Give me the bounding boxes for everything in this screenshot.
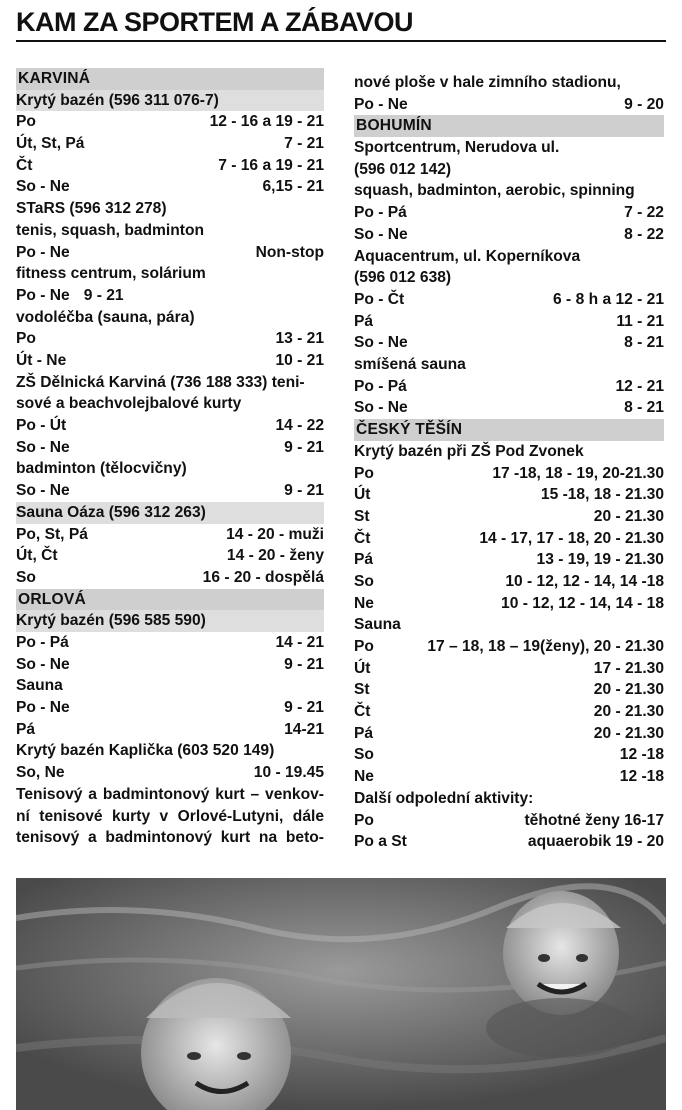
schedule-days: Út <box>354 486 371 504</box>
info-text: nové ploše v hale zimního stadionu, <box>354 74 621 91</box>
schedule-row <box>16 654 324 676</box>
section-heading: ČESKÝ TĚŠÍN <box>354 419 664 441</box>
venue-name: fitness centrum, solárium <box>16 265 206 283</box>
photo-image <box>16 878 666 1110</box>
schedule-hours: 9 - 21 <box>284 482 324 500</box>
schedule-days: So - Ne <box>16 655 70 673</box>
schedule-hours: Non-stop <box>255 243 324 261</box>
info-text: smíšená sauna <box>354 356 466 374</box>
schedule-row <box>16 155 324 177</box>
schedule-row <box>354 202 664 224</box>
schedule-days: So - Ne <box>354 225 408 243</box>
schedule-days: So - Ne <box>16 178 70 196</box>
schedule-row <box>16 242 324 264</box>
schedule-row <box>354 831 664 853</box>
schedule-days: Po <box>16 113 36 131</box>
schedule-days: Út <box>354 659 371 677</box>
section-heading: ORLOVÁ <box>16 589 324 611</box>
schedule-hours: 10 - 19.45 <box>253 764 324 782</box>
schedule-row <box>354 311 664 333</box>
schedule-days: Po <box>354 464 374 482</box>
schedule-hours: 20 - 21.30 <box>593 703 664 721</box>
info-text: Krytý bazén při ZŠ Pod Zvonek <box>354 442 584 460</box>
left-column <box>16 68 324 849</box>
schedule-row <box>354 679 664 701</box>
paragraph-line: tenisový a badmintonový kurt na beto- <box>16 829 324 847</box>
schedule-hours: 9 - 21 <box>284 438 324 456</box>
schedule-days: St <box>354 681 370 699</box>
schedule-row <box>16 328 324 350</box>
schedule-row <box>16 545 324 567</box>
info-text: Sauna <box>354 616 401 634</box>
schedule-hours: 17 -18, 18 - 19, 20-21.30 <box>492 464 664 482</box>
schedule-days: Pá <box>354 312 374 330</box>
schedule-hours: 11 - 21 <box>616 312 664 330</box>
schedule-days: So, Ne <box>16 764 65 782</box>
schedule-days: Po <box>354 811 374 829</box>
schedule-hours: 12 - 16 a 19 - 21 <box>209 113 324 131</box>
schedule-row <box>16 133 324 155</box>
schedule-hours: 20 - 21.30 <box>593 681 664 699</box>
schedule-row <box>16 567 324 589</box>
schedule-days: Po - Ne <box>16 286 70 304</box>
schedule-row <box>16 176 324 198</box>
section-heading: KARVINÁ <box>16 68 324 90</box>
schedule-hours: 12 - 21 <box>615 377 664 395</box>
schedule-row <box>354 549 664 571</box>
schedule-hours: 8 - 21 <box>624 399 664 417</box>
schedule-hours: 13 - 19, 19 - 21.30 <box>536 551 664 569</box>
schedule-row <box>354 332 664 354</box>
schedule-row <box>354 766 664 788</box>
schedule-days: Út, Čt <box>16 547 58 565</box>
schedule-row <box>354 376 664 398</box>
schedule-hours: 14 - 22 <box>275 417 324 435</box>
schedule-hours: 9 - 21 <box>83 286 124 304</box>
schedule-row <box>354 658 664 680</box>
schedule-row <box>16 480 324 502</box>
schedule-row <box>354 506 664 528</box>
venue-name: vodoléčba (sauna, pára) <box>16 308 195 326</box>
info-text: squash, badminton, aerobic, spinning <box>354 182 635 200</box>
schedule-row <box>354 636 664 658</box>
schedule-row <box>354 463 664 485</box>
schedule-days: Po <box>16 330 36 348</box>
venue-name: STaRS (596 312 278) <box>16 200 167 218</box>
schedule-row <box>354 571 664 593</box>
schedule-row <box>354 289 664 311</box>
schedule-days: So <box>16 568 36 586</box>
schedule-row <box>16 285 324 307</box>
venue-name: badminton (tělocvičny) <box>16 460 187 478</box>
schedule-days: Po - Čt <box>354 290 405 308</box>
info-text: (596 012 142) <box>354 160 452 178</box>
schedule-days: So - Ne <box>16 482 70 500</box>
right-column <box>354 72 664 853</box>
schedule-hours: těhotné ženy 16-17 <box>524 811 664 829</box>
schedule-days: Po - Ne <box>16 699 70 717</box>
venue-name: Krytý bazén (596 585 590) <box>16 610 324 632</box>
schedule-days: Po a St <box>354 833 407 851</box>
venue-name: Krytý bazén Kaplička (603 520 149) <box>16 742 275 760</box>
info-text: (596 012 638) <box>354 269 452 287</box>
schedule-row <box>16 415 324 437</box>
paragraph-line: ní tenisové kurty v Orlové-Lutyni, dále <box>16 807 324 825</box>
schedule-hours: 7 - 22 <box>624 204 664 222</box>
schedule-hours: aquaerobik 19 - 20 <box>527 833 664 851</box>
schedule-hours: 13 - 21 <box>275 330 324 348</box>
schedule-hours: 8 - 22 <box>624 225 664 243</box>
info-text: tenis, squash, badminton <box>16 221 205 239</box>
schedule-hours: 10 - 21 <box>275 352 324 370</box>
schedule-days: Pá <box>354 551 374 569</box>
page-title: KAM ZA SPORTEM A ZÁBAVOU <box>16 7 413 37</box>
schedule-days: Ne <box>354 768 374 786</box>
schedule-days: So - Ne <box>354 399 408 417</box>
schedule-hours: 17 - 21.30 <box>593 659 664 677</box>
schedule-days: St <box>354 507 370 525</box>
schedule-row <box>354 701 664 723</box>
schedule-hours: 14 - 20 - muži <box>226 525 324 543</box>
schedule-row <box>354 94 664 116</box>
schedule-row <box>16 719 324 741</box>
schedule-days: So <box>354 746 374 764</box>
schedule-row <box>354 593 664 615</box>
schedule-hours: 14-21 <box>284 720 324 738</box>
schedule-hours: 16 - 20 - dospělá <box>202 568 324 586</box>
schedule-row <box>354 224 664 246</box>
schedule-hours: 9 - 21 <box>284 699 324 717</box>
schedule-hours: 14 - 20 - ženy <box>226 547 324 565</box>
schedule-hours: 10 - 12, 12 - 14, 14 -18 <box>505 572 664 590</box>
schedule-hours: 9 - 20 <box>624 95 664 113</box>
schedule-days: So - Ne <box>16 438 70 456</box>
schedule-row <box>354 484 664 506</box>
schedule-hours: 12 -18 <box>619 768 664 786</box>
info-text: Sauna <box>16 677 63 695</box>
schedule-days: Po, St, Pá <box>16 525 88 543</box>
schedule-row <box>354 810 664 832</box>
schedule-row <box>16 350 324 372</box>
schedule-days: Po - Ne <box>16 243 70 261</box>
schedule-hours: 9 - 21 <box>284 655 324 673</box>
schedule-days: Ne <box>354 594 374 612</box>
schedule-days: Út - Ne <box>16 352 67 370</box>
page-header <box>16 6 666 42</box>
schedule-days: Pá <box>16 720 36 738</box>
schedule-row <box>354 723 664 745</box>
schedule-days: Út, St, Pá <box>16 135 85 153</box>
schedule-row <box>354 744 664 766</box>
schedule-row <box>16 632 324 654</box>
schedule-row <box>16 111 324 133</box>
schedule-days: Pá <box>354 724 374 742</box>
paragraph-line: Tenisový a badmintonový kurt – venkov- <box>16 785 324 803</box>
venue-name: sové a beachvolejbalové kurty <box>16 395 242 413</box>
schedule-days: Čt <box>354 529 371 547</box>
schedule-days: Po <box>354 638 374 656</box>
schedule-hours: 6,15 - 21 <box>262 178 324 196</box>
schedule-hours: 7 - 16 a 19 - 21 <box>218 156 324 174</box>
schedule-days: Po - Út <box>16 417 67 435</box>
venue-name: ZŠ Dělnická Karviná (736 188 333) teni- <box>16 373 305 391</box>
schedule-row <box>16 697 324 719</box>
venue-name: Sauna Oáza (596 312 263) <box>16 502 324 524</box>
schedule-days: Čt <box>354 703 371 721</box>
schedule-hours: 14 - 17, 17 - 18, 20 - 21.30 <box>479 529 664 547</box>
section-heading: BOHUMÍN <box>354 115 664 137</box>
schedule-row <box>16 524 324 546</box>
info-text: Další odpolední aktivity: <box>354 789 534 807</box>
info-text: Sportcentrum, Nerudova ul. <box>354 139 560 157</box>
schedule-hours: 8 - 21 <box>624 334 664 352</box>
schedule-hours: 17 – 18, 18 – 19(ženy), 20 - 21.30 <box>427 638 664 656</box>
schedule-hours: 6 - 8 h a 12 - 21 <box>553 290 664 308</box>
schedule-hours: 14 - 21 <box>275 634 324 652</box>
schedule-row <box>16 437 324 459</box>
schedule-hours: 20 - 21.30 <box>593 724 664 742</box>
schedule-hours: 15 -18, 18 - 21.30 <box>540 486 664 504</box>
children-swimming-photo <box>16 878 666 1110</box>
schedule-days: So <box>354 572 374 590</box>
info-text: Aquacentrum, ul. Koperníkova <box>354 247 581 265</box>
schedule-row <box>16 762 324 784</box>
schedule-hours: 12 -18 <box>619 746 664 764</box>
schedule-hours: 10 - 12, 12 - 14, 14 - 18 <box>501 594 664 612</box>
schedule-row <box>354 528 664 550</box>
schedule-days: Čt <box>16 156 33 174</box>
schedule-days: Po - Pá <box>354 377 407 395</box>
schedule-days: Po - Ne <box>354 95 408 113</box>
schedule-days: Po - Pá <box>16 634 69 652</box>
schedule-days: So - Ne <box>354 334 408 352</box>
venue-name: Krytý bazén (596 311 076-7) <box>16 90 324 112</box>
schedule-days: Po - Pá <box>354 204 407 222</box>
schedule-hours: 20 - 21.30 <box>593 507 664 525</box>
schedule-hours: 7 - 21 <box>284 135 324 153</box>
schedule-row <box>354 397 664 419</box>
